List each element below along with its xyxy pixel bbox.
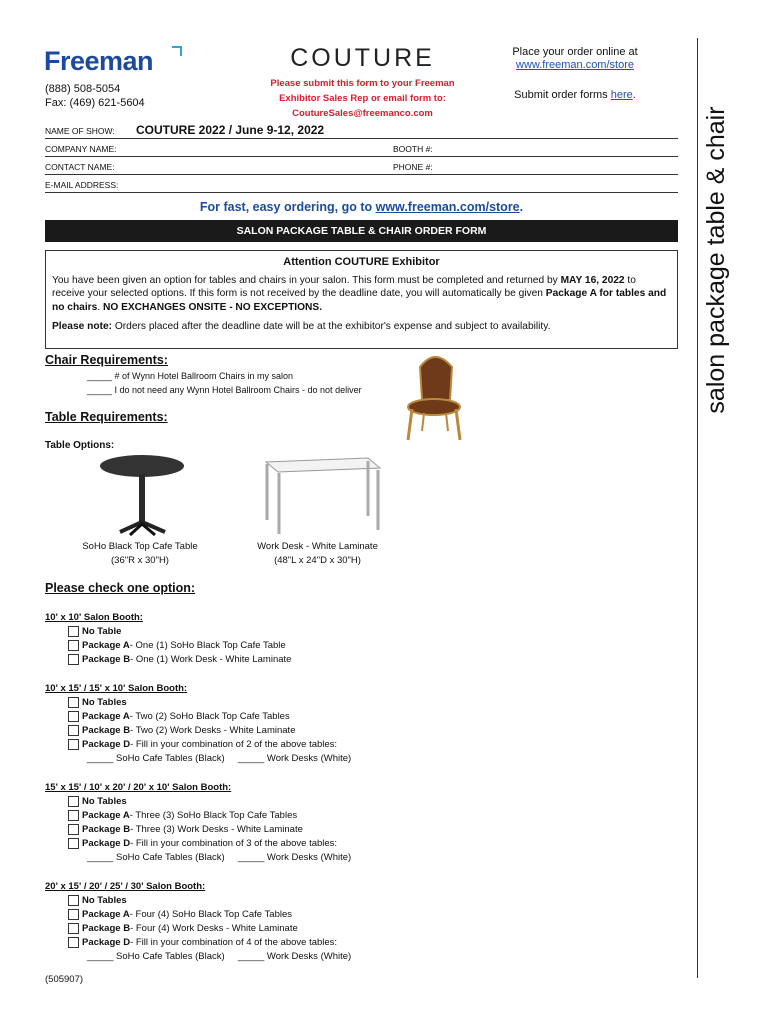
default-package: Package A for tables and no chairs <box>52 288 667 313</box>
group-3-option-2[interactable] <box>68 810 297 821</box>
checkbox[interactable] <box>68 810 79 821</box>
cafe-table-image <box>95 452 190 537</box>
group-3-title: 15' x 15' / 10' x 20' / 20' x 10' Salon Booth: <box>45 782 232 793</box>
submit-line-2: Exhibitor Sales Rep or email form to: <box>279 93 446 104</box>
option-label: Package D <box>82 838 131 849</box>
attention-text-b: to receive your selected options. If this form is not received by the deadline date, you will automatically be given <box>52 274 636 299</box>
footer-code: (505907) <box>45 974 84 985</box>
submit-instructions <box>255 76 470 121</box>
group-3-option-4[interactable] <box>68 838 337 849</box>
option-label: Package A <box>82 640 130 651</box>
group-4-option-3[interactable] <box>68 923 298 934</box>
option-desc: - One (1) Work Desk - White Laminate <box>130 654 292 665</box>
fast-ordering-period: . <box>519 200 524 214</box>
option-desc: - Fill in your combination of 2 of the above tables: <box>130 739 338 750</box>
checkbox[interactable] <box>68 895 79 906</box>
group-2-option-3[interactable] <box>68 725 295 736</box>
attention-text-c: . <box>97 301 103 313</box>
chair-line-2[interactable]: _____ I do not need any Wynn Hotel Ballroom Chairs - do not deliver <box>87 385 362 395</box>
attention-note <box>46 320 677 334</box>
group-2-fill[interactable]: _____ SoHo Cafe Tables (Black) _____ Work Desks (White) <box>87 753 352 764</box>
fast-ordering <box>45 200 678 214</box>
checkbox[interactable] <box>68 640 79 651</box>
checkbox[interactable] <box>68 796 79 807</box>
fax-number: Fax: (469) 621-5604 <box>45 97 145 109</box>
option-label: Package B <box>82 824 131 835</box>
group-4-option-2[interactable] <box>68 909 292 920</box>
option-label: No Table <box>82 626 122 637</box>
email-label: E-MAIL ADDRESS: <box>45 180 119 190</box>
option-label: Package A <box>82 810 130 821</box>
attention-box <box>45 250 678 349</box>
group-4-option-4[interactable] <box>68 937 337 948</box>
group-2-option-1[interactable] <box>68 697 127 708</box>
option-desc: - Three (3) SoHo Black Top Cafe Tables <box>129 810 298 821</box>
group-1-option-2[interactable] <box>68 640 286 651</box>
submit-forms-text: Submit order forms <box>514 89 611 101</box>
contact-info <box>45 82 145 110</box>
submit-email[interactable]: CoutureSales@freemanco.com <box>292 108 433 119</box>
booth-label: BOOTH #: <box>393 144 433 154</box>
group-1-option-1[interactable] <box>68 626 121 637</box>
option-desc: - Two (2) Work Desks - White Laminate <box>130 725 296 736</box>
note-text: Orders placed after the deadline date will be at the exhibitor's expense and subject to availability. <box>112 321 551 332</box>
checkbox[interactable] <box>68 654 79 665</box>
attention-title: Attention COUTURE Exhibitor <box>283 256 440 268</box>
chair-line-1[interactable]: _____ # of Wynn Hotel Ballroom Chairs in my salon <box>87 371 294 381</box>
group-4-option-1[interactable] <box>68 895 127 906</box>
work-desk-image <box>258 452 383 537</box>
group-1-title: 10' x 10' Salon Booth: <box>45 612 143 623</box>
note-label: Please note: <box>52 321 113 332</box>
option-label: Package A <box>82 909 130 920</box>
group-3-fill[interactable]: _____ SoHo Cafe Tables (Black) _____ Work Desks (White) <box>87 852 352 863</box>
option-desc: - Fill in your combination of 4 of the above tables: <box>130 937 338 948</box>
ballroom-chair-image <box>400 345 470 445</box>
order-online-text: Place your order online at <box>512 46 638 58</box>
option-label: Package B <box>82 923 131 934</box>
cafe-table-name: SoHo Black Top Cafe Table <box>82 541 198 552</box>
cafe-table-dims: (36"R x 30"H) <box>111 555 169 566</box>
phone-label: PHONE #: <box>393 162 433 172</box>
contact-row[interactable] <box>45 157 678 175</box>
work-desk-caption <box>235 540 400 568</box>
check-heading: Please check one option: <box>45 581 196 595</box>
store-link[interactable]: www.freeman.com/store <box>516 59 634 71</box>
company-row[interactable] <box>45 139 678 157</box>
group-3-option-1[interactable] <box>68 796 127 807</box>
work-desk-name: Work Desk - White Laminate <box>257 541 378 552</box>
side-title: salon package table & chair <box>702 106 730 414</box>
option-label: No Tables <box>82 895 127 906</box>
show-name-row <box>45 121 678 139</box>
contact-label: CONTACT NAME: <box>45 162 115 172</box>
show-name-value: COUTURE 2022 / June 9-12, 2022 <box>136 123 325 137</box>
freeman-logo: Freeman <box>44 46 154 76</box>
show-name-label: NAME OF SHOW: <box>45 126 115 136</box>
phone-number: (888) 508-5054 <box>45 83 121 95</box>
checkbox[interactable] <box>68 923 79 934</box>
option-label: Package B <box>82 654 131 665</box>
checkbox[interactable] <box>68 739 79 750</box>
group-2-title: 10' x 15' / 15' x 10' Salon Booth: <box>45 683 188 694</box>
fast-ordering-text: For fast, easy ordering, go to <box>199 200 376 214</box>
table-options-label: Table Options: <box>45 440 115 451</box>
email-row[interactable] <box>45 175 678 193</box>
option-desc: - Three (3) Work Desks - White Laminate <box>130 824 303 835</box>
vertical-divider <box>697 38 698 978</box>
table-heading: Table Requirements: <box>45 410 168 424</box>
checkbox[interactable] <box>68 711 79 722</box>
option-label: Package A <box>82 711 130 722</box>
order-online <box>500 46 650 72</box>
group-2-option-4[interactable] <box>68 739 337 750</box>
deadline-date: MAY 16, 2022 <box>560 274 625 286</box>
option-desc: - Four (4) Work Desks - White Laminate <box>130 923 298 934</box>
work-desk-dims: (48"L x 24"D x 30"H) <box>274 555 361 566</box>
form-banner: SALON PACKAGE TABLE & CHAIR ORDER FORM <box>45 220 678 242</box>
option-label: No Tables <box>82 796 127 807</box>
submit-line-1: Please submit this form to your Freeman <box>270 78 455 89</box>
option-label: Package D <box>82 739 131 750</box>
group-3-option-3[interactable] <box>68 824 303 835</box>
checkbox[interactable] <box>68 937 79 948</box>
checkbox[interactable] <box>68 909 79 920</box>
submit-forms <box>500 89 650 101</box>
company-label: COMPANY NAME: <box>45 144 117 154</box>
group-1-option-3[interactable] <box>68 654 291 665</box>
checkbox[interactable] <box>68 697 79 708</box>
checkbox[interactable] <box>68 824 79 835</box>
fast-store-link[interactable]: www.freeman.com/store <box>375 200 520 214</box>
cafe-table-caption <box>60 540 220 568</box>
chair-heading: Chair Requirements: <box>45 353 168 367</box>
no-exchanges: NO EXCHANGES ONSITE - NO EXCEPTIONS. <box>102 301 323 313</box>
option-label: No Tables <box>82 697 127 708</box>
checkbox[interactable] <box>68 838 79 849</box>
group-4-fill[interactable]: _____ SoHo Cafe Tables (Black) _____ Work Desks (White) <box>87 951 352 962</box>
attention-text-a: You have been given an option for tables and chairs in your salon. This form must be completed and returned by <box>52 274 561 286</box>
group-2-option-2[interactable] <box>68 711 290 722</box>
option-desc: - One (1) SoHo Black Top Cafe Table <box>129 640 286 651</box>
submit-forms-period: . <box>632 89 636 101</box>
here-link[interactable]: here <box>610 89 633 101</box>
attention-body <box>46 274 677 315</box>
option-label: Package B <box>82 725 131 736</box>
option-desc: - Two (2) SoHo Black Top Cafe Tables <box>129 711 290 722</box>
option-desc: - Fill in your combination of 3 of the above tables: <box>130 838 338 849</box>
checkbox[interactable] <box>68 725 79 736</box>
option-desc: - Four (4) SoHo Black Top Cafe Tables <box>129 909 292 920</box>
option-label: Package D <box>82 937 131 948</box>
checkbox[interactable] <box>68 626 79 637</box>
group-4-title: 20' x 15' / 20' / 25' / 30' Salon Booth: <box>45 881 206 892</box>
couture-logo: COUTURE <box>290 44 435 72</box>
